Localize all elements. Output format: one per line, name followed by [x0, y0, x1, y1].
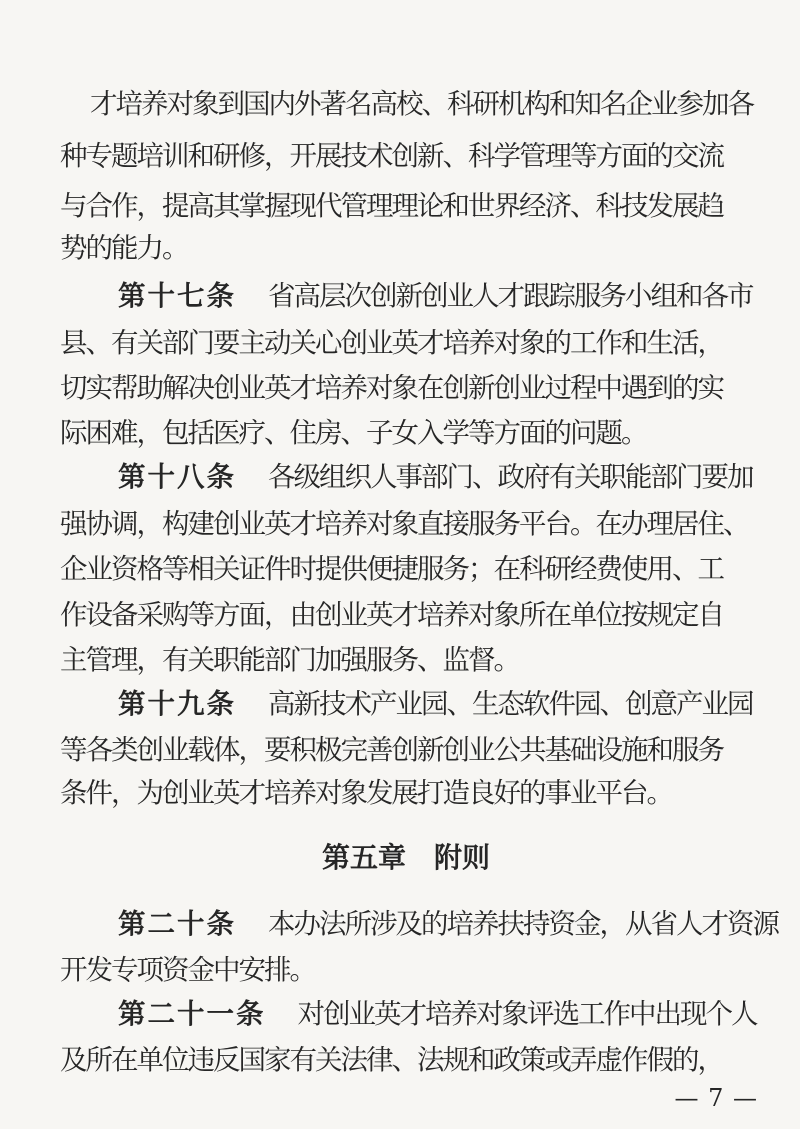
- body-line: 与合作，提高其掌握现代管理理论和世界经济、科技发展趋: [60, 190, 723, 222]
- body-line: 势的能力。: [60, 232, 188, 264]
- body-line: 主管理，有关职能部门加强服务、监督。: [60, 644, 519, 676]
- article-17-text: 省高层次创新创业人才跟踪服务小组和各市: [268, 280, 753, 312]
- article-18-title: 第十八条: [118, 461, 236, 493]
- article-21-text: 对创业英才培养对象评选工作中出现个人: [297, 998, 757, 1030]
- article-19-title: 第十九条: [118, 688, 236, 720]
- page-number: — 7 —: [674, 1084, 758, 1112]
- article-21-title: 第二十一条: [118, 998, 266, 1030]
- body-line: 县、有关部门要主动关心创业英才培养对象的工作和生活，: [60, 327, 723, 359]
- chapter-name: 附则: [434, 841, 491, 874]
- article-19-first-line: [118, 684, 800, 724]
- article-20-title: 第二十条: [118, 908, 236, 940]
- article-20-first-line: [118, 904, 800, 944]
- body-line: 开发专项资金中安排。: [60, 954, 315, 986]
- article-21-first-line: [118, 994, 800, 1034]
- body-line: 切实帮助解决创业英才培养对象在创新创业过程中遇到的实: [60, 372, 723, 404]
- body-line: 强协调，构建创业英才培养对象直接服务平台。在办理居住、: [60, 508, 749, 540]
- body-line: 及所在单位违反国家有关法律、法规和政策或弄虚作假的，: [60, 1044, 723, 1076]
- body-line: 际困难，包括医疗、住房、子女入学等方面的问题。: [60, 417, 647, 449]
- chapter-heading: [6, 838, 800, 878]
- article-17-first-line: [118, 276, 800, 316]
- body-line: 企业资格等相关证件时提供便捷服务；在科研经费使用、工: [60, 553, 723, 585]
- body-line: 才培养对象到国内外著名高校、科研机构和知名企业参加各: [90, 88, 753, 120]
- article-19-text: 高新技术产业园、生态软件园、创意产业园: [268, 688, 753, 720]
- body-line: 作设备采购等方面，由创业英才培养对象所在单位按规定自: [60, 599, 723, 631]
- article-17-title: 第十七条: [118, 280, 236, 312]
- body-line: 条件，为创业英才培养对象发展打造良好的事业平台。: [60, 777, 672, 809]
- article-20-text: 本办法所涉及的培养扶持资金，从省人才资源: [268, 908, 778, 940]
- article-18-first-line: [118, 457, 800, 497]
- body-line: 等各类创业载体，要积极完善创新创业公共基础设施和服务: [60, 734, 723, 766]
- article-18-text: 各级组织人事部门、政府有关职能部门要加: [268, 461, 753, 493]
- body-line: 种专题培训和研修，开展技术创新、科学管理等方面的交流: [60, 140, 723, 172]
- chapter-number: 第五章: [321, 841, 406, 874]
